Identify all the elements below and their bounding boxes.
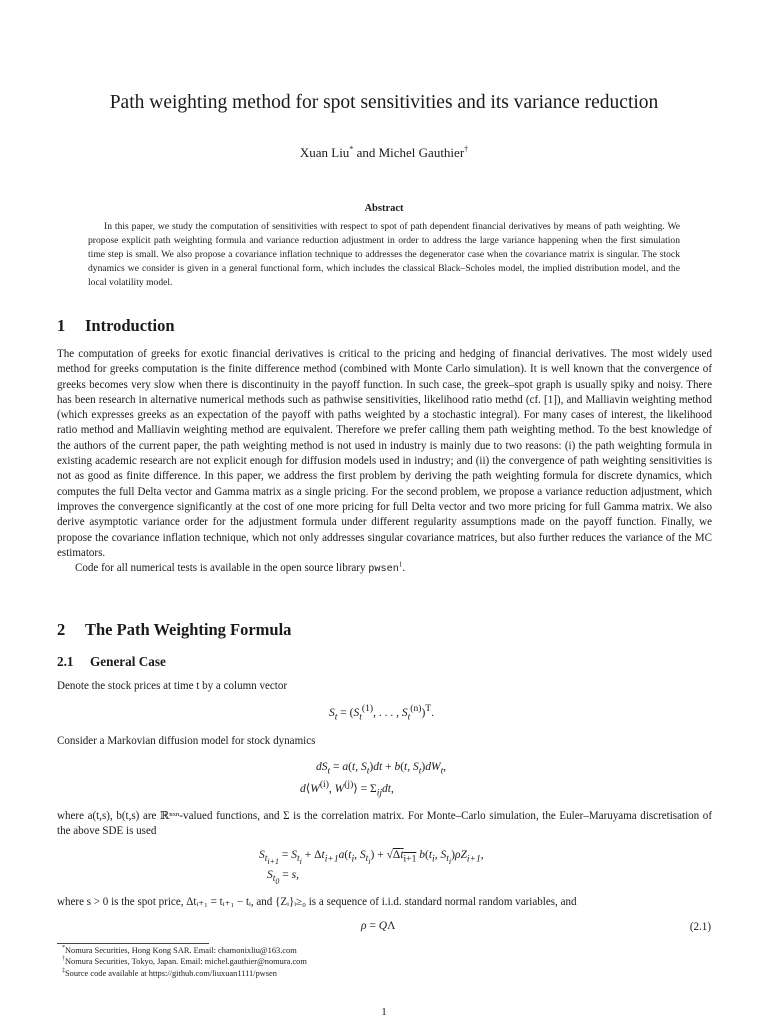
paragraph-where-1	[57, 809, 712, 840]
paragraph-text: .	[402, 562, 406, 575]
footnote-text: Source code available at https://github.com/liuxuan1111/pwsen	[65, 968, 277, 978]
author-name: Michel Gauthier	[378, 145, 465, 160]
paragraph-text: Code for all numerical tests is available in the open source library	[75, 562, 369, 575]
footnote	[62, 945, 307, 956]
section-number: 2	[57, 620, 66, 639]
introduction-body	[57, 347, 712, 577]
section-heading-path-weighting	[57, 620, 291, 640]
footnote-mark: 1	[398, 560, 403, 569]
footnote-mark: †	[62, 956, 65, 963]
footnotes	[62, 945, 307, 979]
footnote-text: Nomura Securities, Hong Kong SAR. Email: chamonixliu@163.com	[65, 946, 297, 955]
paragraph: Consider a Markovian diffusion model for stock dynamics	[57, 735, 316, 747]
equation-number: (2.1)	[689, 921, 711, 933]
footnote-mark: *	[349, 144, 354, 154]
paragraph: where a(t,s), b(t,s) are ℝⁿˣⁿ-valued functions, and Σ is the correlation matrix. For Monte–Carlo simulation, the Euler–Maruyama discretisation of the above SDE is used	[57, 810, 712, 838]
section-heading-introduction	[57, 316, 175, 336]
footnote-text: Nomura Securities, Tokyo, Japan. Email: michel.gauthier@nomura.com	[65, 957, 307, 967]
paragraph: The computation of greeks for exotic financial derivatives is critical to the pricing and hedging of financial derivatives. The most widely used method for greeks computation is the finite difference method (combined with Monte Carlo simulation). It is well known that the convergence of greeks becomes very slow when there is discontinuity in the payoff function. In such case, the greek–spot graph is usually spiky and noisy. There has been research in alternative numerical methods such as pathwise sensitivities, likelihood ratio methd (cf. [1]), and Malliavin weighting method (which expresses greeks as an expectation of the payoff with paths weighted by a stochastic integral). For many cases of interest, the likelihood ratio method and Malliavin weighting method are equivalent. Therefore we prefer calling them path weighting method. To the best knowledge of the authors of the current paper, the path weighting method is not used in industry is mainly due to two reasons: (i) the path weighting formula in existing academic research are not explicit enough for diffusion models used in industry; and (ii) the convergence of path weighting sensitivities is not as good as finite difference. In this paper, we address the first problem by deriving the path weighting formula for discrete dynamics, which computes the full Delta vector and Gamma matrix as a single pricing. For the second problem, we propose a variance reduction adjustment, which improves the convergence significantly at the cost of one more pricing for full Delta vector and two more pricing for full Gamma matrix. We also derive asymptotic variance order for the adjustment formula under different regularity assumptions made on the payoff function. Finally, we propose the covariance inflation technique, which not only addresses singular covariance matrices, but also further reduces the variance of the MC estimators.	[57, 348, 712, 559]
footnote	[62, 956, 307, 967]
author-line	[0, 145, 768, 161]
paragraph: where s > 0 is the spot price, Δtᵢ₊₁ = tᵢ₊₁ − tᵢ, and {Zᵢ}ᵢ≥₀ is a sequence of i.i.d. standard normal random variables, and	[57, 896, 577, 908]
abstract-body	[88, 220, 680, 290]
subsection-number: 2.1	[57, 654, 74, 669]
paragraph	[57, 561, 712, 577]
equation-initial-condition: $S_{t_0} = s$,	[267, 869, 300, 887]
subsection-heading-general-case	[57, 654, 166, 670]
footnote-mark: *	[62, 945, 65, 952]
footnote-mark: ‡	[62, 967, 65, 974]
paragraph: Denote the stock prices at time t by a column vector	[57, 680, 288, 692]
author-joiner: and	[353, 145, 379, 160]
equation-sde: $dS_t = a(t$, $S_t)dt + b(t$, $S_t)dW_t$,	[316, 761, 447, 777]
paper-title: Path weighting method for spot sensitivities and its variance reduction	[109, 92, 659, 113]
section-number: 1	[57, 316, 66, 335]
page-number: 1	[381, 1006, 387, 1018]
section-title: The Path Weighting Formula	[85, 620, 292, 639]
abstract-text: In this paper, we study the computation of sensitivities with respect to spot of path dependent financial derivatives by means of path weighting. We propose explicit path weighting formula and variance reduction adjustment in order to address the large variance happening when the first simulation time step is small. We also propose a covariance inflation technique to addresses the degenerator case when the covariance matrix is singular. The stock dynamics we consider is given in a general functional form, which includes the classical Black–Scholes model, the implied distribution model, and the local volatility model.	[88, 221, 680, 289]
equation-correlation: $d⟨W^{(i)}$, $W^{(j)}⟩ = \Sigma_{ij}dt$,	[300, 779, 394, 799]
section-title: Introduction	[85, 316, 175, 335]
equation-stock-vector: $S_t = (S_t^{(1)}$, . . . , $S_t^{(n)})^T$.	[329, 703, 435, 723]
equation-euler-maruyama: $S_{t_{i+1}} = S_{t_i} + \Delta t_{i+1}a(t_i$, $S_{t_i}) + √\Delta t_{i+1}$ $b(t_i$, $S_{t_i})\rho Z_{i+1}$,	[259, 849, 484, 867]
footnote-divider	[57, 943, 209, 944]
subsection-title: General Case	[90, 654, 166, 669]
footnote-mark: †	[464, 144, 469, 154]
footnote	[62, 968, 307, 979]
abstract-heading: Abstract	[364, 203, 404, 214]
author-name: Xuan Liu	[299, 145, 350, 160]
code-library-name: pwsen	[368, 564, 399, 576]
equation-rho: ρ = QΛ	[361, 920, 396, 932]
